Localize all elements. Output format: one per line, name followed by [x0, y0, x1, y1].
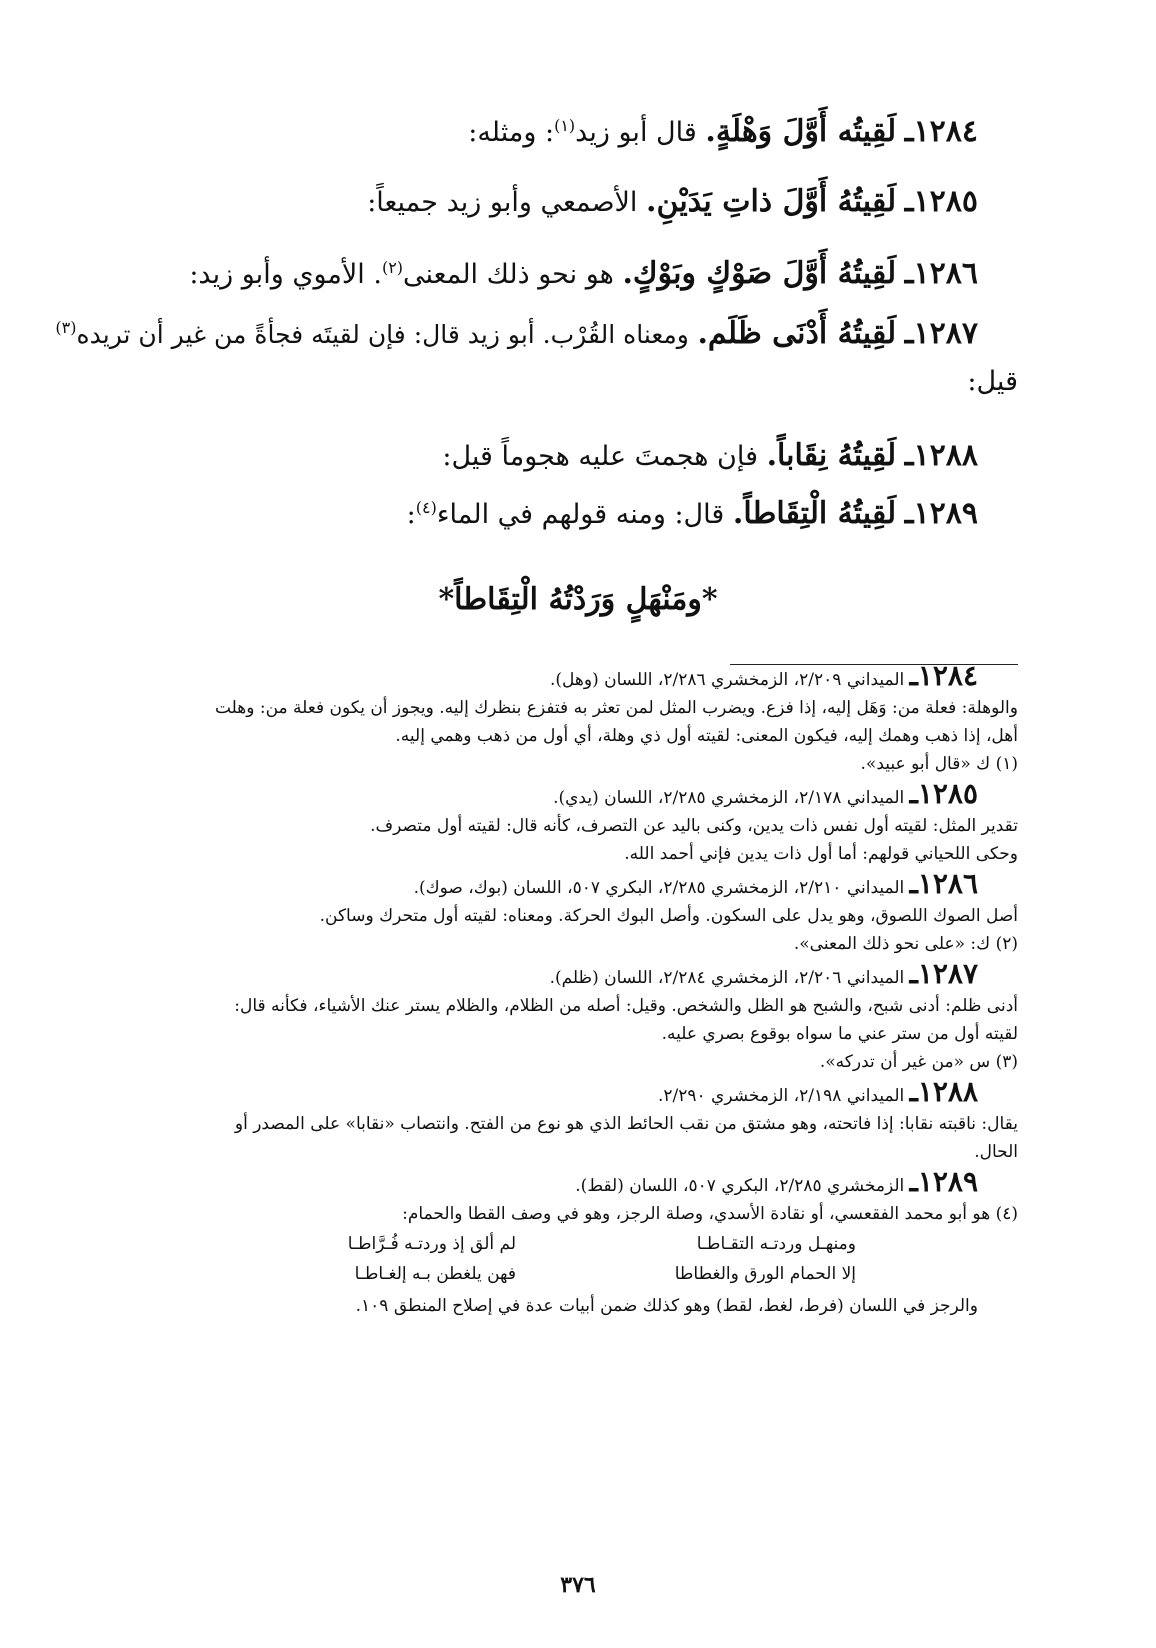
- entry-text-tail: . الأموي وأبو زيد:: [189, 259, 382, 290]
- footnote-number: ١٢٨٥ـ: [909, 777, 978, 810]
- entry-1289: [80, 494, 978, 535]
- entry-1288: [80, 436, 978, 477]
- entry-headword: لَقِيتُهُ أَدْنَى ظَلَم.: [697, 316, 897, 351]
- entry-number: ١٢٨٥ـ: [904, 184, 978, 219]
- entry-1287: [55, 314, 978, 355]
- footnote-1288-line1: يقال: ناقبته نقابا: إذا فاتحته، وهو مشتق من نقب الحائط الذي هو نوع من الفتح. وانتصاب «نقابا» على المصدر أو: [234, 1114, 1018, 1134]
- footnote-number: ١٢٨٨ـ: [909, 1075, 978, 1108]
- entry-headword: لَقِيتُهُ الْتِقَاطاً.: [732, 496, 897, 531]
- entry-text: قال أبو زيد: [575, 117, 697, 148]
- entry-1285: [80, 182, 978, 223]
- footnote-1287-line1: أدنى ظلم: أدنى شبح، والشبح هو الظل والشخص. وقيل: أصله من الظلام، والظلام يستر عنك الأشياء، فكأنه قال:: [234, 996, 1018, 1016]
- footnote-1289-source: [575, 1165, 978, 1200]
- footnote-1285-source: [553, 777, 978, 812]
- footnote-source-text: الميداني ٢/٢٠٦، الزمخشري ٢/٢٨٤، اللسان (ظلم).: [549, 968, 905, 988]
- poem-line-2a: إلا الحمام الورق والغطاطا: [674, 1264, 856, 1284]
- entry-headword: لَقِيتُهُ أَوَّلَ صَوْكٍ وبَوْكٍ.: [622, 256, 897, 291]
- entry-number: ١٢٨٩ـ: [904, 496, 978, 531]
- poem-line-2b: فهن يلغطن بـه إلغـاطـا: [354, 1264, 516, 1284]
- entry-headword: لَقِيتُهُ نِقَاباً.: [766, 438, 897, 473]
- footnote-1284-source: [550, 659, 978, 694]
- footnote-1284-line2: أهل، إذا ذهب وهمك إليه، فيكون المعنى: لقيته أول ذي وهلة، أي أول من ذهب وهمي إليه.: [395, 726, 1018, 746]
- footnote-ref: (٢): [381, 258, 404, 277]
- footnote-1285-line2: وحكى اللحياني قولهم: أما أول ذات يدين فإني أحمد الله.: [624, 844, 1018, 864]
- note-1: (١) ك «قال أبو عبيد».: [860, 754, 1018, 774]
- entry-text-tail: :: [406, 499, 416, 530]
- footnote-1285-line1: تقدير المثل: لقيته أول نفس ذات يدين، وكنى باليد عن التصرف، كأنه قال: لقيته أول متصرف.: [370, 816, 1018, 836]
- footnote-1287-source: [549, 957, 978, 992]
- footnote-1284-line1: والوهلة: فعلة من: وَهَل إليه، إذا فزع. ويضرب المثل لمن تعثر به فتفزع بنظرك إليه. ويجوز أن يكون فعلة من: وهلت: [214, 698, 1018, 718]
- entry-text-tail: : ومثله:: [468, 117, 555, 148]
- entry-text: فإن هجمتَ عليه هجوماً قيل:: [442, 441, 758, 472]
- entry-headword: لَقِيتُهُ أَوَّلَ ذاتِ يَدَيْنِ.: [646, 184, 897, 219]
- entry-text: هو نحو ذلك المعنى: [403, 259, 614, 290]
- footnote-number: ١٢٨٦ـ: [909, 867, 978, 900]
- footnote-source-text: الميداني ٢/٢١٠، الزمخشري ٢/٢٨٥، البكري ٥٠٧، اللسان (بوك، صوك).: [413, 878, 905, 898]
- entry-text: الأصمعي وأبو زيد جميعاً:: [367, 187, 638, 218]
- entry-text: قيل:: [967, 366, 1018, 397]
- footnote-ref: (٣): [55, 318, 77, 337]
- verse-quote: *ومَنْهَلٍ وَرَدْتُهُ الْتِقَاطاً*: [438, 582, 718, 617]
- footnote-1288-source: [657, 1075, 978, 1110]
- entry-number: ١٢٨٦ـ: [904, 256, 978, 291]
- footnote-1286-source: [413, 867, 978, 902]
- footnote-1287-line2: لقيته أول من ستر عني ما سواه بوقوع بصري عليه.: [661, 1024, 1018, 1044]
- page-number: ٣٧٦: [560, 1572, 596, 1598]
- footnote-1286-line1: أصل الصوك اللصوق، وهو يدل على السكون. وأصل البوك الحركة. ومعناه: لقيته أول متحرك وساكن.: [319, 906, 1018, 926]
- entry-number: ١٢٨٧ـ: [904, 316, 978, 351]
- entry-number: ١٢٨٨ـ: [904, 438, 978, 473]
- entry-1287-continuation: [80, 362, 1018, 402]
- footnote-source-text: الزمخشري ٢/٢٨٥، البكري ٥٠٧، اللسان (لقط).: [575, 1176, 905, 1196]
- poem-line-1a: ومنهـل وردتـه التقـاطـا: [696, 1234, 856, 1254]
- footnote-1288-line2: الحال.: [974, 1142, 1018, 1162]
- entry-number: ١٢٨٤ـ: [904, 114, 978, 149]
- footnote-ref: (٤): [415, 498, 437, 517]
- poem-line-1b: لم ألق إذ وردتـه فُـرَّاطـا: [347, 1234, 516, 1254]
- entry-1286: [80, 254, 978, 295]
- note-2: (٢) ك: «على نحو ذلك المعنى».: [793, 934, 1018, 954]
- footnote-source-text: الميداني ٢/٢٠٩، الزمخشري ٢/٢٨٦، اللسان (وهل).: [550, 670, 905, 690]
- footnote-number: ١٢٨٧ـ: [909, 957, 978, 990]
- entry-text: ومعناه القُرْب. أبو زيد قال: فإن لقيتَه فجأةً من غير أن تريده: [76, 320, 689, 349]
- note-3: (٣) س «من غير أن تدركه».: [819, 1052, 1018, 1072]
- footnote-source-text: الميداني ٢/١٧٨، الزمخشري ٢/٢٨٥، اللسان (يدي).: [553, 788, 905, 808]
- entry-1284: [80, 112, 978, 153]
- footnote-number: ١٢٨٩ـ: [909, 1165, 978, 1198]
- footnote-ref: (١): [554, 116, 576, 135]
- entry-headword: لَقِيتُه أَوَّلَ وَهْلَةٍ.: [705, 114, 897, 149]
- footnote-source-text: الميداني ٢/١٩٨، الزمخشري ٢/٢٩٠.: [657, 1086, 905, 1106]
- entry-text: قال: ومنه قولهم في الماء: [436, 499, 725, 530]
- footnote-last-line: والرجز في اللسان (فرط، لغط، لقط) وهو كذلك ضمن أبيات عدة في إصلاح المنطق ١٠٩.: [355, 1296, 978, 1316]
- footnote-number: ١٢٨٤ـ: [909, 659, 978, 692]
- note-4: (٤) هو أبو محمد الفقعسي، أو نقادة الأسدي، وصلة الرجز، وهو في وصف القطا والحمام:: [402, 1204, 1018, 1224]
